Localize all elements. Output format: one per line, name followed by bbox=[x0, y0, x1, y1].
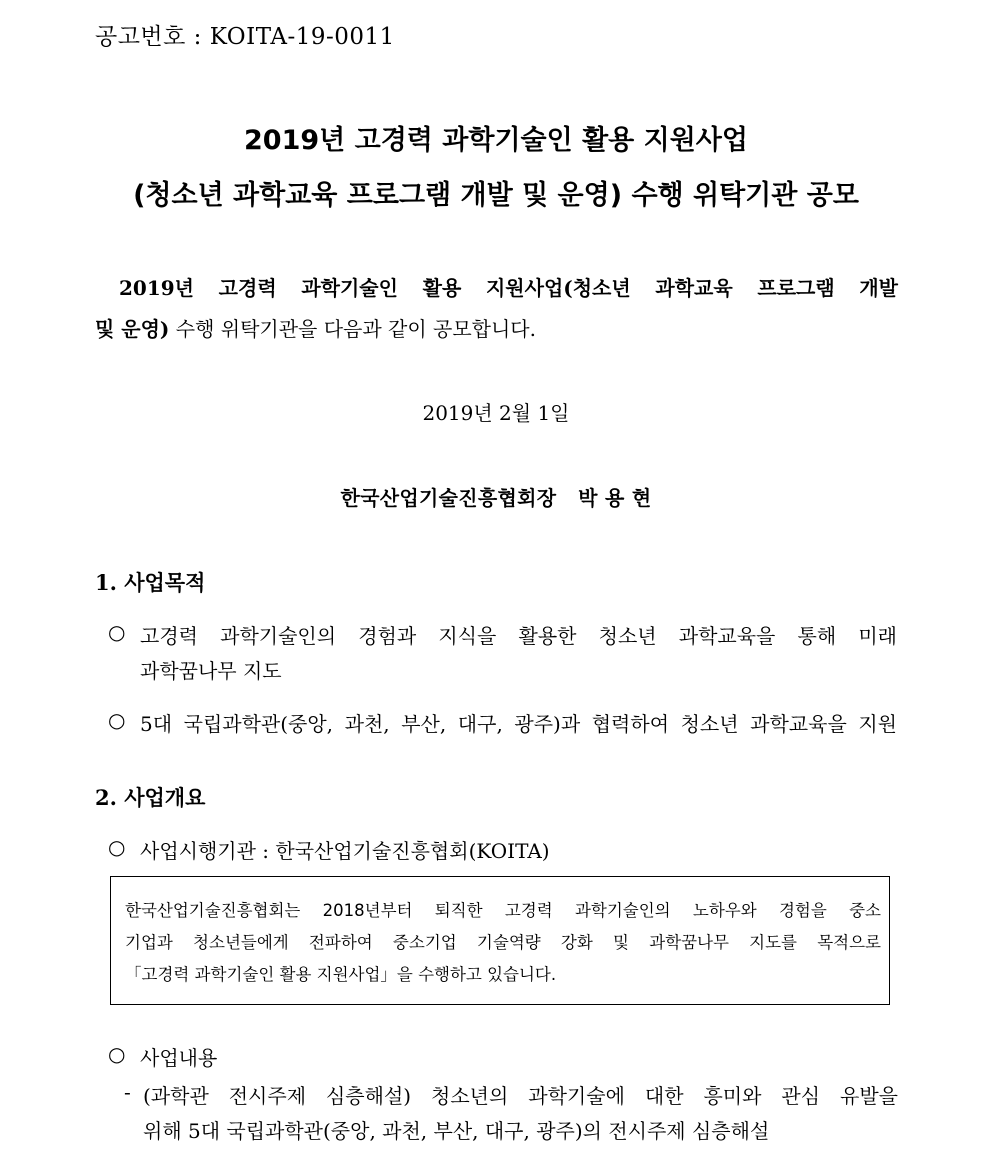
content-item-line2: 위해 5대 국립과학관(중앙, 과천, 부산, 대구, 광주)의 전시주제 심층해설 bbox=[143, 1119, 770, 1143]
notice-number: 공고번호 : KOITA-19-0011 bbox=[95, 24, 395, 50]
info-box-line3: 「고경력 과학기술인 활용 지원사업」을 수행하고 있습니다. bbox=[125, 965, 557, 984]
purpose-item2: 5대 국립과학관(중앙, 과천, 부산, 대구, 광주)과 협력하여 청소년 과학교육을 지원 bbox=[140, 712, 897, 736]
purpose-item1-line2: 과학꿈나무 지도 bbox=[140, 659, 282, 683]
intro-line2-bold: 및 운영) bbox=[95, 317, 170, 341]
intro-line1 bbox=[95, 272, 898, 301]
bullet-icon: ○ bbox=[108, 1042, 126, 1066]
bullet-icon: ○ bbox=[108, 835, 126, 859]
section1-heading: 1. 사업목적 bbox=[95, 570, 206, 595]
info-box bbox=[110, 876, 890, 1005]
document-title-line2: (청소년 과학교육 프로그램 개발 및 운영) 수행 위탁기관 공모 bbox=[133, 180, 859, 211]
intro-line1-bold: 2019년 고경력 과학기술인 활용 지원사업(청소년 과학교육 프로그램 개발 bbox=[119, 276, 898, 300]
dash-icon: - bbox=[124, 1080, 131, 1104]
issuing-organization: 한국산업기술진흥협회장 박 용 현 bbox=[340, 486, 652, 510]
document-title-line1: 2019년 고경력 과학기술인 활용 지원사업 bbox=[244, 125, 748, 156]
info-box-line2: 기업과 청소년들에게 전파하여 중소기업 기술역량 강화 및 과학꿈나무 지도를 목적으로 bbox=[125, 933, 881, 952]
intro-line2 bbox=[95, 313, 898, 342]
content-item-line1: (과학관 전시주제 심층해설) 청소년의 과학기술에 대한 흥미와 관심 유발을 bbox=[143, 1084, 898, 1108]
executing-agency: 사업시행기관 : 한국산업기술진흥협회(KOITA) bbox=[140, 839, 550, 863]
announcement-date: 2019년 2월 1일 bbox=[422, 401, 570, 425]
info-box-line1: 한국산업기술진흥협회는 2018년부터 퇴직한 고경력 과학기술인의 노하우와 경험을 중소 bbox=[125, 901, 881, 920]
bullet-icon: ○ bbox=[108, 620, 126, 644]
content-heading: 사업내용 bbox=[140, 1046, 218, 1070]
purpose-item1-line1: 고경력 과학기술인의 경험과 지식을 활용한 청소년 과학교육을 통해 미래 bbox=[140, 624, 897, 648]
bullet-icon: ○ bbox=[108, 708, 126, 732]
section2-heading: 2. 사업개요 bbox=[95, 785, 206, 810]
intro-line2-rest: 수행 위탁기관을 다음과 같이 공모합니다. bbox=[169, 317, 536, 341]
